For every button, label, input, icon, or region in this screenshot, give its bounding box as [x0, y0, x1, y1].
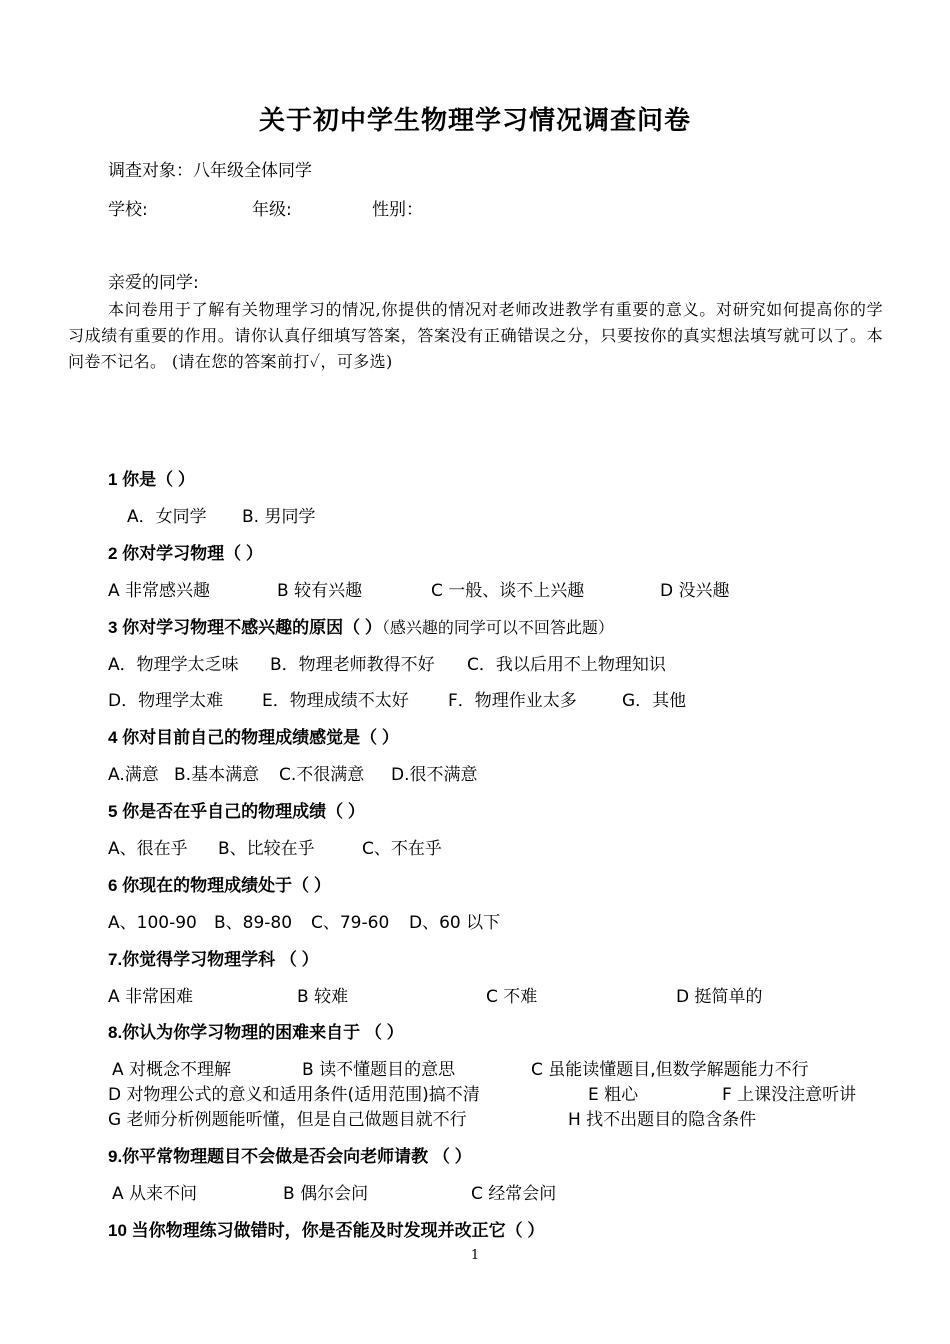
q8-option-f: F 上课没注意听讲 [722, 1085, 857, 1105]
q8-option-a: A 对概念不理解 [112, 1060, 232, 1080]
q8-option-b: B 读不懂题目的意思 [302, 1060, 456, 1080]
q5-option-b: B、比较在乎 [218, 839, 315, 859]
q3-option-a: A．物理学太乏味 [108, 655, 239, 675]
q4-option-b: B.基本满意 [174, 765, 260, 785]
q8-option-d: D 对物理公式的意义和适用条件(适用范围)搞不清 [108, 1085, 480, 1105]
q2-option-c: C 一般、谈不上兴趣 [431, 581, 585, 601]
q6-option-c: C、79-60 [311, 913, 390, 933]
q9-option-b: B 偶尔会问 [283, 1184, 369, 1204]
question-6: 6 你现在的物理成绩处于（ ） [108, 876, 331, 895]
q8-option-g: G 老师分析例题能听懂，但是自己做题目就不行 [108, 1110, 467, 1130]
question-2: 2 你对学习物理（ ） [108, 544, 263, 563]
question-9: 9.你平常物理题目不会做是否会向老师请教 （ ） [108, 1147, 472, 1166]
q4-option-c: C.不很满意 [279, 765, 365, 785]
q8-option-e: E 粗心 [588, 1085, 639, 1105]
q4-option-a: A.满意 [108, 765, 159, 785]
q3-option-g: G．其他 [622, 691, 687, 711]
question-4: 4 你对目前自己的物理成绩感觉是（ ） [108, 728, 399, 747]
q7-option-b: B 较难 [297, 987, 349, 1007]
greeting: 亲爱的同学: [108, 273, 199, 293]
question-1: 1 你是（ ） [108, 470, 195, 489]
grade-label: 年级: [252, 200, 292, 220]
q8-option-c: C 虽能读懂题目,但数学解题能力不行 [531, 1060, 809, 1080]
q2-option-a: A 非常感兴趣 [108, 581, 211, 601]
question-3 [108, 613, 614, 638]
q2-option-d: D 没兴趣 [660, 581, 730, 601]
gender-label: 性别： [372, 200, 423, 220]
q5-option-c: C、不在乎 [362, 839, 442, 859]
q7-option-c: C 不难 [486, 987, 538, 1007]
q7-option-d: D 挺简单的 [676, 987, 763, 1007]
q4-option-d: D.很不满意 [391, 765, 478, 785]
question-5: 5 你是否在乎自己的物理成绩（ ） [108, 802, 365, 821]
question-10: 10 当你物理练习做错时，你是否能及时发现并改正它（ ） [108, 1221, 545, 1240]
school-label: 学校: [108, 200, 148, 220]
page-number: 1 [470, 1248, 480, 1263]
question-8: 8.你认为你学习物理的困难来自于 （ ） [108, 1023, 404, 1042]
q5-option-a: A、很在乎 [108, 839, 188, 859]
q3-option-d: D．物理学太难 [108, 691, 224, 711]
page-title: 关于初中学生物理学习情况调查问卷 [258, 106, 691, 136]
q1-option-b: B. 男同学 [242, 507, 316, 527]
q9-option-c: C 经常会问 [471, 1184, 557, 1204]
q3-option-e: E．物理成绩不太好 [262, 691, 409, 711]
q3-option-c: C．我以后用不上物理知识 [467, 655, 666, 675]
q6-option-d: D、60 以下 [409, 913, 501, 933]
q2-option-b: B 较有兴趣 [277, 581, 363, 601]
q1-option-a: A．女同学 [127, 507, 207, 527]
survey-subject: 调查对象：八年级全体同学 [108, 161, 312, 181]
q6-option-a: A、100-90 [108, 913, 197, 933]
q9-option-a: A 从来不问 [112, 1184, 198, 1204]
question-7: 7.你觉得学习物理学科 （ ） [108, 950, 319, 969]
question-3-note: （感兴趣的同学可以不回答此题） [381, 618, 614, 637]
q3-option-f: F．物理作业太多 [448, 691, 577, 711]
q3-option-b: B．物理老师教得不好 [270, 655, 435, 675]
q7-option-a: A 非常困难 [108, 987, 194, 1007]
question-3-text: 3 你对学习物理不感兴趣的原因（ ） [108, 618, 382, 637]
q6-option-b: B、89-80 [214, 913, 293, 933]
intro-paragraph: 本问卷用于了解有关物理学习的情况,你提供的情况对老师改进教学有重要的意义。对研究如何提高你的学习成绩有重要的作用。请你认真仔细填写答案，答案没有正确错误之分，只要按你的真实想法填写就可以了。本问卷不记名。 (请在您的答案前打✓，可多选) [68, 300, 883, 371]
q8-option-h: H 找不出题目的隐含条件 [568, 1110, 757, 1130]
